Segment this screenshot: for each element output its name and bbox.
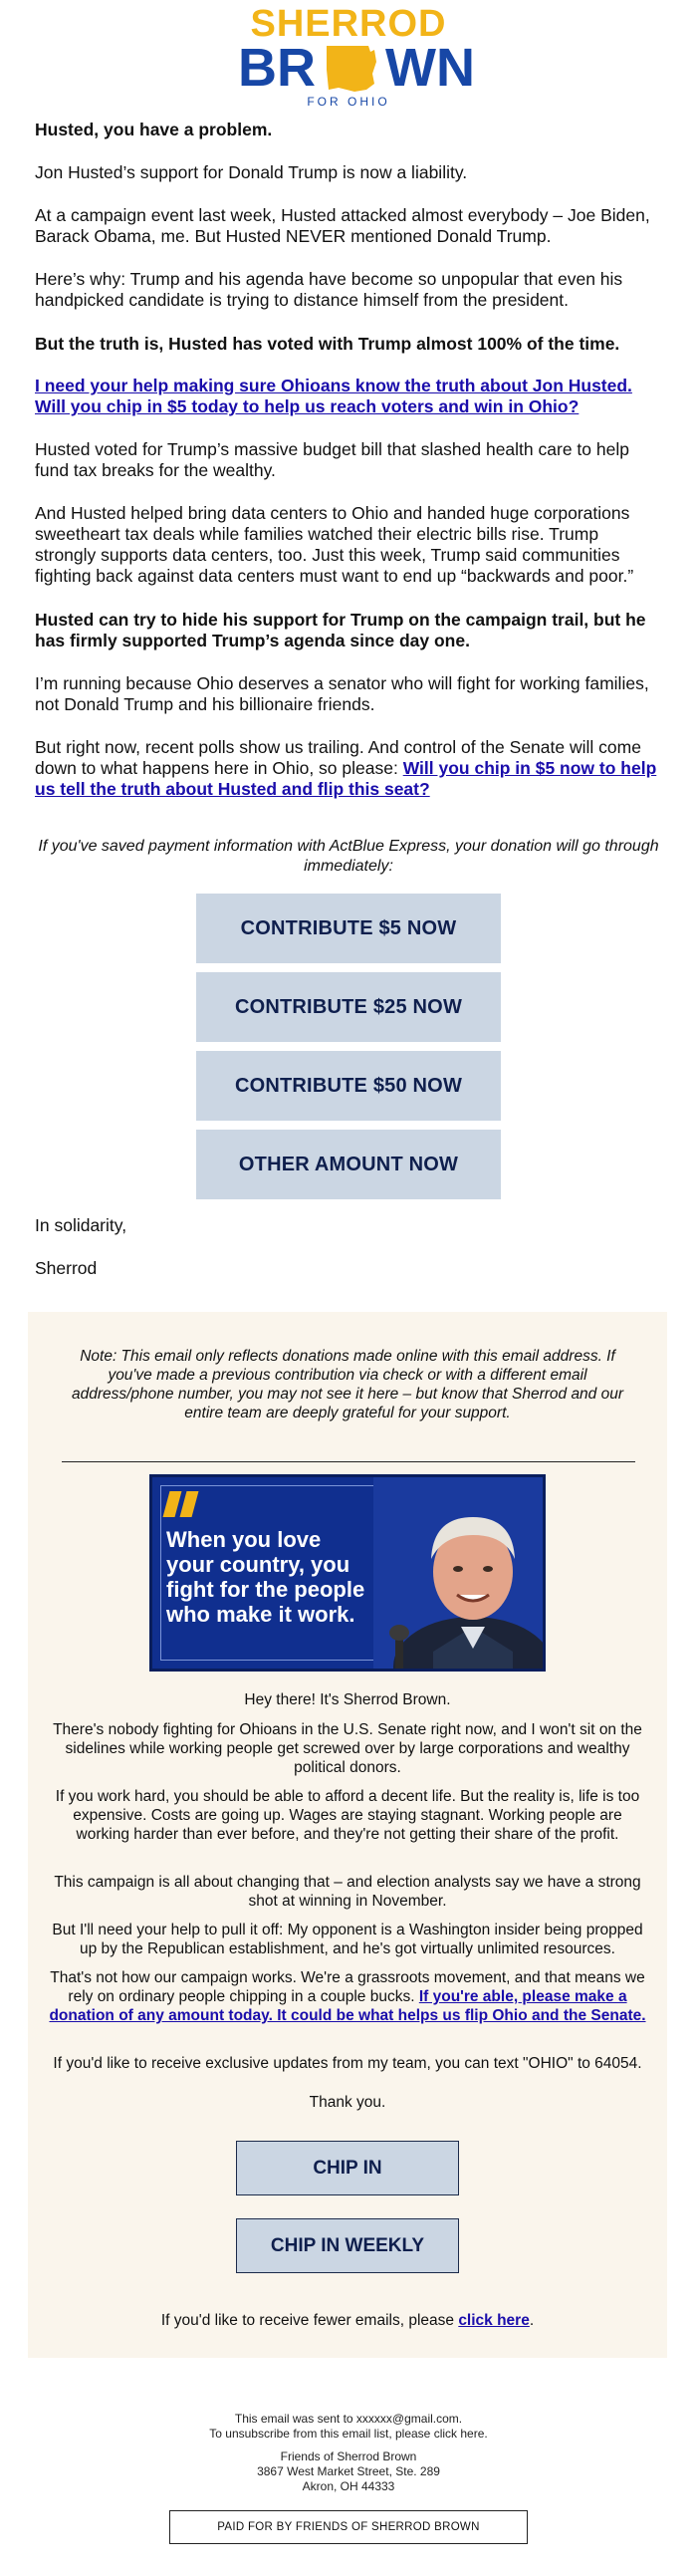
banner-quote-text: When you love your country, you fight for the people who make it work. bbox=[166, 1527, 365, 1627]
address-line2: Akron, OH 44333 bbox=[302, 2479, 395, 2493]
paragraph-work-hard-text: If you work hard, you should be able to afford a decent life. But the reality is, life is too expensive. Costs are going up. Wages are staying stagnant. Working people are working harder than ever before, and they're not getting their share of the profit. bbox=[55, 1788, 640, 1843]
address-line1: 3867 West Market Street, Ste. 289 bbox=[257, 2464, 440, 2478]
contribute-50-button[interactable]: CONTRIBUTE $50 NOW bbox=[196, 1051, 501, 1121]
paragraph-grassroots bbox=[28, 1968, 667, 2025]
closing: In solidarity, bbox=[35, 1215, 127, 1235]
logo-tagline: FOR OHIO bbox=[307, 95, 390, 109]
actblue-note: If you've saved payment information with ActBlue Express, your donation will go through immediately: bbox=[38, 838, 659, 875]
unsubscribe-line[interactable]: To unsubscribe from this email list, please click here. bbox=[209, 2427, 488, 2441]
fewer-emails-text: If you'd like to receive fewer emails, please bbox=[160, 2312, 459, 2329]
fewer-emails-line bbox=[28, 2311, 667, 2330]
paragraph-opponent-text: But I'll need your help to pull it off: My opponent is a Washington insider being propped up by the Republican establishment, and he's got virtually unlimited resources. bbox=[52, 1922, 643, 1957]
donation-note: Note: This email only reflects donations made online with this email address. If you've made a previous contribution via check or with a different email address/phone number, you may not see it here – but know that Sherrod and our entire team are deeply grateful for your support. bbox=[71, 1348, 624, 1421]
ohio-state-icon bbox=[327, 46, 376, 92]
paragraph-polls bbox=[35, 737, 662, 800]
signature: Sherrod bbox=[35, 1258, 98, 1278]
polls-text: But right now, recent polls show us trailing. And control of the Senate will come down to what happens here in Ohio, so please: bbox=[35, 737, 641, 778]
chip-in-weekly-button[interactable]: CHIP IN WEEKLY bbox=[236, 2218, 459, 2273]
paragraph-budget-bill: Husted voted for Trump’s massive budget bill that slashed health care to help fund tax breaks for the wealthy. bbox=[35, 439, 629, 480]
donate-any-amount-link[interactable]: If you're able, please make a donation of any amount today. It could be what helps us flip Ohio and the Senate. bbox=[49, 1988, 646, 2024]
grassroots-text: That's not how our campaign works. We're a grassroots movement, and that means we rely on ordinary people chipping in a couple bucks. bbox=[50, 1969, 645, 2005]
quote-banner bbox=[149, 1474, 546, 1672]
paragraph-work-hard bbox=[28, 1787, 667, 1844]
donate-link-chip-in-5[interactable]: I need your help making sure Ohioans know the truth about Jon Husted. Will you chip in $5 today to help us reach voters and win in Ohio? bbox=[35, 376, 632, 416]
paragraph-liability: Jon Husted’s support for Donald Trump is now a liability. bbox=[35, 162, 468, 182]
contribute-5-button[interactable]: CONTRIBUTE $5 NOW bbox=[196, 894, 501, 963]
fewer-emails-link[interactable]: click here bbox=[458, 2312, 530, 2329]
paragraph-campaign bbox=[28, 1873, 667, 1911]
logo-line2-start: BR bbox=[238, 38, 316, 98]
opening-headline: Husted, you have a problem. bbox=[35, 120, 273, 139]
contribute-25-button[interactable]: CONTRIBUTE $25 NOW bbox=[196, 972, 501, 1042]
logo-line2-end: WN bbox=[385, 38, 475, 98]
paragraph-truth: But the truth is, Husted has voted with Trump almost 100% of the time. bbox=[35, 334, 620, 354]
campaign-logo bbox=[0, 0, 697, 120]
paragraph-data-centers: And Husted helped bring data centers to Ohio and handed huge corporations sweetheart tax deals while families watched their electric bills rise. Trump strongly supports data centers, too. Just this week, Trump said communities fighting back against data centers must want to end up “backwards and poor.” bbox=[35, 503, 634, 586]
sent-to-line: This email was sent to xxxxxx@gmail.com. bbox=[234, 2412, 463, 2426]
org-name: Friends of Sherrod Brown bbox=[280, 2449, 417, 2463]
paragraph-hide-support: Husted can try to hide his support for Trump on the campaign trail, but he has firmly supported Trump’s agenda since day one. bbox=[35, 610, 646, 650]
greeting: Hey there! It's Sherrod Brown. bbox=[244, 1691, 451, 1708]
paragraph-nobody-fighting bbox=[28, 1720, 667, 1777]
logo-line1: SHERROD bbox=[250, 3, 447, 45]
paragraph-campaign-event: At a campaign event last week, Husted attacked almost everybody – Joe Biden, Barack Obama, me. But Husted NEVER mentioned Donald Trump. bbox=[35, 205, 650, 246]
fewer-emails-end: . bbox=[529, 2312, 535, 2329]
thank-you: Thank you. bbox=[309, 2094, 386, 2111]
divider bbox=[62, 1461, 635, 1462]
candidate-photo bbox=[373, 1477, 543, 1672]
paragraph-opponent bbox=[28, 1921, 667, 1958]
paragraph-running: I’m running because Ohio deserves a senator who will fight for working families, not Donald Trump and his billionaire friends. bbox=[35, 673, 649, 714]
paragraph-nobody-fighting-text: There's nobody fighting for Ohioans in the U.S. Senate right now, and I won't sit on the sidelines while working people get screwed over by large corporations and wealthy political donors. bbox=[53, 1721, 642, 1776]
paid-for-disclaimer: PAID FOR BY FRIENDS OF SHERROD BROWN bbox=[169, 2510, 528, 2544]
footer-panel bbox=[28, 1312, 667, 2358]
paragraph-heres-why: Here’s why: Trump and his agenda have become so unpopular that even his handpicked candidate is trying to distance himself from the president. bbox=[35, 269, 623, 310]
quote-mark-icon bbox=[166, 1491, 200, 1517]
chip-in-button[interactable]: CHIP IN bbox=[236, 2141, 459, 2195]
other-amount-button[interactable]: OTHER AMOUNT NOW bbox=[196, 1130, 501, 1199]
donate-link-flip-seat[interactable]: Will you chip in $5 now to help us tell the truth about Husted and flip this seat? bbox=[35, 758, 657, 799]
paragraph-campaign-text: This campaign is all about changing that – and election analysts say we have a strong shot at winning in November. bbox=[54, 1874, 641, 1910]
text-ohio-updates: If you'd like to receive exclusive updates from my team, you can text "OHIO" to 64054. bbox=[53, 2055, 642, 2072]
